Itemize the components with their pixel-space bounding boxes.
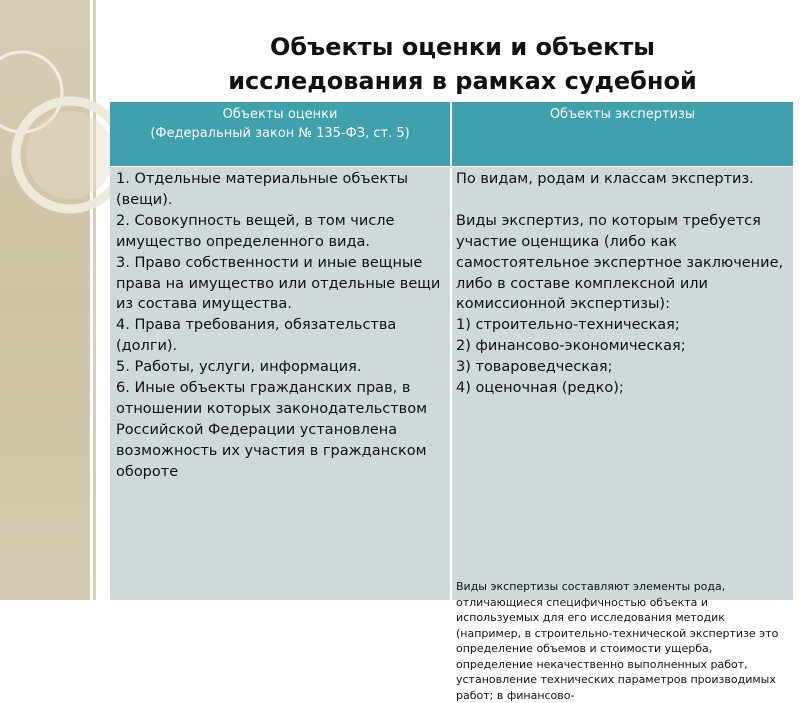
header-valuation-objects: [110, 102, 450, 166]
comparison-table: [110, 102, 793, 702]
expertise-note: Виды экспертизы составляют элементы рода, отличающиеся специфичностью объекта и используемых для его исследования методик (например, в строительно-технической экспертизе это определение объемов и стоимости ущерба, определение некачественно выполненных работ, установление технических параметров производимых работ; в финансово-: [456, 580, 779, 702]
list-item: 1. Отдельные материальные объекты (вещи).: [116, 171, 409, 208]
header-expertise-objects: Объекты экспертизы: [452, 102, 793, 166]
list-item: 4. Права требования, обязательства (долги).: [116, 317, 397, 355]
header-left-law: (Федеральный закон № 135-ФЗ, ст. 5): [150, 126, 410, 141]
list-item: 2. Совокупность вещей, в том числе имущество определенного вида.: [116, 212, 395, 250]
list-item: 3. Право собственности и иные вещные права на имущество или отдельные вещи из состава имущества.: [116, 254, 441, 313]
list-item: 2) финансово-экономическая;: [456, 338, 686, 355]
expertise-types-intro: Виды экспертиз, по которым требуется участие оценщика (либо как самостоятельное экспертное заключение, либо в составе комплексной или комиссионной экспертизы):: [456, 212, 784, 313]
list-item: 1) строительно-техническая;: [456, 317, 680, 334]
decorative-disc: [26, 111, 114, 199]
header-divider: [110, 166, 793, 167]
blank-line: [456, 190, 789, 211]
column-divider: [450, 102, 452, 600]
list-item: 5. Работы, услуги, информация.: [116, 359, 362, 376]
expertise-objects-cell: [452, 167, 793, 702]
slide-title: Объекты оценки и объекты исследования в рамках судебной: [228, 33, 697, 95]
list-item: 6. Иные объекты гражданских прав, в отношении которых законодательством Российской Федерации установлена возможность их участия в гражданском обороте: [116, 380, 428, 480]
expertise-intro: По видам, родам и классам экспертиз.: [456, 171, 754, 187]
valuation-objects-cell: [110, 167, 450, 600]
list-item: 3) товароведческая;: [456, 359, 613, 376]
decorative-circles: [0, 0, 120, 260]
list-item: 4) оценочная (редко);: [456, 380, 624, 397]
header-left-title: Объекты оценки: [222, 107, 338, 122]
